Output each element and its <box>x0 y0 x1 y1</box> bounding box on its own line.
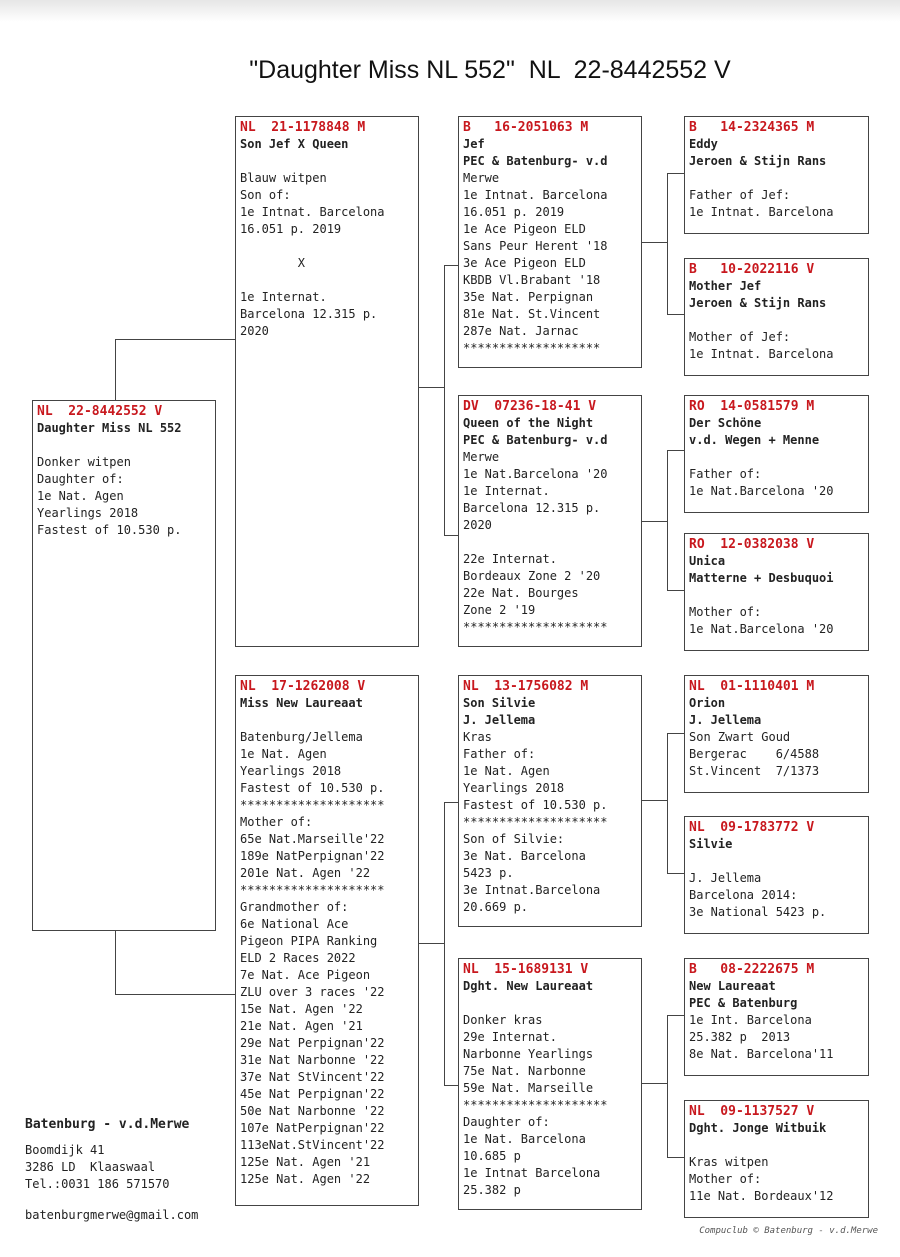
top-shade <box>0 0 900 22</box>
connector <box>667 733 668 873</box>
ring-number: NL 01-1110401 M <box>689 679 815 694</box>
pedigree-line: Merwe <box>463 171 500 185</box>
ring-number: NL 21-1178848 M <box>240 120 366 135</box>
pedigree-line: Mother of Jef: <box>689 330 791 344</box>
connector <box>444 265 458 266</box>
pedigree-line: 81e Nat. St.Vincent <box>463 307 601 321</box>
pedigree-line: 8e Nat. Barcelona'11 <box>689 1047 834 1061</box>
pedigree-line <box>689 449 864 466</box>
pedigree-line: Barcelona 2014: <box>689 888 798 902</box>
pedigree-line: Merwe <box>463 450 500 464</box>
pedigree-line: 1e Intnat. Barcelona <box>240 205 385 219</box>
pedigree-line: Fastest of 10.530 p. <box>37 523 182 537</box>
pedigree-line: X <box>240 256 306 270</box>
connector <box>418 387 444 388</box>
connector <box>115 339 116 402</box>
connector <box>667 1015 668 1157</box>
pedigree-line: Sans Peur Herent '18 <box>463 239 608 253</box>
pedigree-line: ******************* <box>463 341 601 355</box>
pedigree-line: 189e NatPerpignan'22 <box>240 849 385 863</box>
ring-number: B 10-2022116 V <box>689 262 815 277</box>
pedigree-line: Donker witpen <box>37 455 131 469</box>
connector <box>444 535 458 536</box>
pigeon-name: Eddy <box>689 137 718 151</box>
pedigree-line: 1e Intnat. Barcelona <box>463 188 608 202</box>
connector <box>641 521 667 522</box>
ring-number: B 08-2222675 M <box>689 962 815 977</box>
pedigree-line <box>689 312 864 329</box>
pedigree-line: 10.685 p <box>463 1149 521 1163</box>
connector <box>667 590 684 591</box>
pedigree-line: Father of: <box>689 467 762 481</box>
pedigree-line: Yearlings 2018 <box>37 506 139 520</box>
pedigree-line <box>463 534 637 551</box>
pigeon-card-mmf <box>684 958 869 1076</box>
pedigree-line <box>240 238 414 255</box>
pedigree-line: ******************** <box>240 798 385 812</box>
pedigree-line <box>240 712 414 729</box>
pedigree-line: Son Zwart Goud <box>689 730 791 744</box>
pigeon-name: Daughter Miss NL 552 <box>37 421 182 435</box>
footer-credit: Compuclub © Batenburg - v.d.Merwe <box>699 1226 878 1236</box>
pedigree-line: 2020 <box>463 518 492 532</box>
pigeon-name: Queen of the Night <box>463 416 594 430</box>
pigeon-name: Son Silvie <box>463 696 536 710</box>
pigeon-name: Son Jef X Queen <box>240 137 349 151</box>
connector <box>444 802 445 1085</box>
pigeon-card-fmf <box>684 395 869 513</box>
breeder-name-line: PEC & Batenburg- v.d <box>463 154 608 168</box>
pedigree-line: Father of Jef: <box>689 188 791 202</box>
pigeon-card-father <box>235 116 419 647</box>
pedigree-line: Mother of: <box>240 815 313 829</box>
ring-number: NL 09-1137527 V <box>689 1104 815 1119</box>
pedigree-line: Fastest of 10.530 p. <box>240 781 385 795</box>
pigeon-card-mmm <box>684 1100 869 1218</box>
breeder-name-line: J. Jellema <box>463 713 536 727</box>
pedigree-line: Barcelona 12.315 p. <box>240 307 378 321</box>
pedigree-line: J. Jellema <box>689 871 762 885</box>
pedigree-line: 29e Nat Perpignan'22 <box>240 1036 385 1050</box>
pedigree-line: 1e Nat. Barcelona <box>463 1132 586 1146</box>
connector <box>444 265 445 535</box>
pedigree-line: 107e NatPerpignan'22 <box>240 1121 385 1135</box>
pedigree-line: 65e Nat.Marseille'22 <box>240 832 385 846</box>
pedigree-line: Bergerac 6/4588 <box>689 747 820 761</box>
pedigree-line: St.Vincent 7/1373 <box>689 764 820 778</box>
ring-number: NL 09-1783772 V <box>689 820 815 835</box>
pedigree-line: Son of: <box>240 188 291 202</box>
connector <box>641 1083 667 1084</box>
connector <box>667 733 684 734</box>
pedigree-line: 1e Intnat. Barcelona <box>689 347 834 361</box>
connector <box>667 173 684 174</box>
pedigree-line: 6e National Ace <box>240 917 349 931</box>
pigeon-name: Dght. Jonge Witbuik <box>689 1121 827 1135</box>
pedigree-line: Pigeon PIPA Ranking <box>240 934 378 948</box>
pedigree-line: Bordeaux Zone 2 '20 <box>463 569 601 583</box>
ring-number: B 14-2324365 M <box>689 120 815 135</box>
pedigree-line: ZLU over 3 races '22 <box>240 985 385 999</box>
pigeon-name: Mother Jef <box>689 279 762 293</box>
pedigree-line: 35e Nat. Perpignan <box>463 290 594 304</box>
pedigree-line: 25.382 p <box>463 1183 521 1197</box>
pedigree-line: Zone 2 '19 <box>463 603 536 617</box>
pigeon-card-subject <box>32 400 216 931</box>
pedigree-line: 16.051 p. 2019 <box>463 205 565 219</box>
connector <box>115 994 235 995</box>
breeder-phone: Tel.:0031 186 571570 <box>25 1177 170 1191</box>
connector <box>667 314 684 315</box>
pigeon-name: Jef <box>463 137 485 151</box>
pedigree-line: ******************** <box>463 815 608 829</box>
pedigree-line: 22e Nat. Bourges <box>463 586 579 600</box>
pigeon-name: Dght. New Laureaat <box>463 979 594 993</box>
breeder-name-line: Jeroen & Stijn Rans <box>689 296 827 310</box>
pedigree-line: Kras <box>463 730 492 744</box>
pedigree-line: Daughter of: <box>463 1115 550 1129</box>
pedigree-line: 287e Nat. Jarnac <box>463 324 579 338</box>
pigeon-name: Orion <box>689 696 726 710</box>
pedigree-line <box>689 853 864 870</box>
pedigree-line: 125e Nat. Agen '21 <box>240 1155 371 1169</box>
pigeon-card-sire-of-dam <box>458 675 642 927</box>
pedigree-line: 50e Nat Narbonne '22 <box>240 1104 385 1118</box>
pedigree-line: Blauw witpen <box>240 171 327 185</box>
pedigree-line: 1e Nat. Agen <box>463 764 550 778</box>
pedigree-line: Yearlings 2018 <box>463 781 565 795</box>
connector <box>444 802 458 803</box>
connector <box>641 242 667 243</box>
connector <box>667 873 684 874</box>
ring-number: RO 14-0581579 M <box>689 399 815 414</box>
pedigree-line <box>463 995 637 1012</box>
breeder-name-line: J. Jellema <box>689 713 762 727</box>
connector <box>667 450 684 451</box>
pigeon-card-ffm <box>684 258 869 376</box>
pigeon-name: Unica <box>689 554 726 568</box>
pedigree-line: 1e Nat. Agen <box>37 489 124 503</box>
pedigree-line: 1e Nat.Barcelona '20 <box>689 484 834 498</box>
connector <box>444 1085 458 1086</box>
breeder-address-line: Boomdijk 41 <box>25 1143 105 1157</box>
pedigree-line <box>37 437 211 454</box>
pigeon-card-sire-of-sire <box>458 116 642 368</box>
pedigree-line: 29e Internat. <box>463 1030 557 1044</box>
pedigree-line: Narbonne Yearlings <box>463 1047 594 1061</box>
ring-number: NL 17-1262008 V <box>240 679 366 694</box>
pedigree-line: ******************** <box>240 883 385 897</box>
pedigree-line: Yearlings 2018 <box>240 764 342 778</box>
pedigree-line: Fastest of 10.530 p. <box>463 798 608 812</box>
pedigree-line: 1e Nat. Agen <box>240 747 327 761</box>
pedigree-line <box>240 153 414 170</box>
pigeon-name: Silvie <box>689 837 733 851</box>
pedigree-line: 1e Internat. <box>240 290 327 304</box>
pedigree-line: 1e Internat. <box>463 484 550 498</box>
pedigree-line: 3e Ace Pigeon ELD <box>463 256 586 270</box>
pedigree-line: 75e Nat. Narbonne <box>463 1064 586 1078</box>
ring-number: RO 12-0382038 V <box>689 537 815 552</box>
pedigree-line: 2020 <box>240 324 269 338</box>
pedigree-line: 59e Nat. Marseille <box>463 1081 594 1095</box>
pedigree-line: KBDB Vl.Brabant '18 <box>463 273 601 287</box>
pedigree-line: ******************** <box>463 620 608 634</box>
pedigree-line: Son of Silvie: <box>463 832 565 846</box>
ring-number: NL 22-8442552 V <box>37 404 163 419</box>
pedigree-line: ELD 2 Races 2022 <box>240 951 356 965</box>
pigeon-card-fmm <box>684 533 869 651</box>
pedigree-line: 125e Nat. Agen '22 <box>240 1172 371 1186</box>
pedigree-line: Kras witpen <box>689 1155 769 1169</box>
pedigree-line: Father of: <box>463 747 536 761</box>
breeder-name-line: PEC & Batenburg <box>689 996 798 1010</box>
pedigree-line: 16.051 p. 2019 <box>240 222 342 236</box>
pedigree-line: 31e Nat Narbonne '22 <box>240 1053 385 1067</box>
pigeon-card-fff <box>684 116 869 234</box>
pedigree-line: Grandmother of: <box>240 900 349 914</box>
connector <box>667 1015 684 1016</box>
breeder-address-line: 3286 LD Klaaswaal <box>25 1160 156 1174</box>
pedigree-line: 1e Ace Pigeon ELD <box>463 222 586 236</box>
pedigree-line: 37e Nat StVincent'22 <box>240 1070 385 1084</box>
connector <box>641 800 667 801</box>
ring-number: DV 07236-18-41 V <box>463 399 597 414</box>
pedigree-line: 3e Intnat.Barcelona <box>463 883 601 897</box>
pedigree-line: Daughter of: <box>37 472 124 486</box>
breeder-name-line: Jeroen & Stijn Rans <box>689 154 827 168</box>
pedigree-line: 3e National 5423 p. <box>689 905 827 919</box>
pedigree-line: 113eNat.StVincent'22 <box>240 1138 385 1152</box>
pedigree-line: 45e Nat Perpignan'22 <box>240 1087 385 1101</box>
pigeon-card-mff <box>684 675 869 793</box>
pigeon-name: Miss New Laureaat <box>240 696 363 710</box>
ring-number: NL 13-1756082 M <box>463 679 589 694</box>
page-title: "Daughter Miss NL 552" NL 22-8442552 V <box>249 56 731 84</box>
pedigree-line: 22e Internat. <box>463 552 557 566</box>
pedigree-line: 3e Nat. Barcelona <box>463 849 586 863</box>
breeder-info <box>25 1116 189 1193</box>
breeder-name: Batenburg - v.d.Merwe <box>25 1117 190 1132</box>
pedigree-line: Barcelona 12.315 p. <box>463 501 601 515</box>
connector <box>418 943 444 944</box>
pedigree-line: Batenburg/Jellema <box>240 730 363 744</box>
pedigree-line <box>689 587 864 604</box>
pedigree-line: 1e Nat.Barcelona '20 <box>463 467 608 481</box>
pedigree-line: 1e Intnat. Barcelona <box>689 205 834 219</box>
pedigree-line <box>689 1137 864 1154</box>
pigeon-card-mfm <box>684 816 869 934</box>
pedigree-line: 1e Intnat Barcelona <box>463 1166 601 1180</box>
connector <box>667 173 668 314</box>
ring-number: NL 15-1689131 V <box>463 962 589 977</box>
connector <box>667 1157 684 1158</box>
pedigree-line: 201e Nat. Agen '22 <box>240 866 371 880</box>
pedigree-line: 20.669 p. <box>463 900 529 914</box>
pedigree-line: Donker kras <box>463 1013 543 1027</box>
pigeon-card-mother <box>235 675 419 1206</box>
breeder-name-line: PEC & Batenburg- v.d <box>463 433 608 447</box>
breeder-name-line: Matterne + Desbuquoi <box>689 571 834 585</box>
pedigree-line <box>689 170 864 187</box>
connector <box>115 339 235 340</box>
pedigree-line: 21e Nat. Agen '21 <box>240 1019 363 1033</box>
pedigree-line <box>240 272 414 289</box>
pedigree-line: Mother of: <box>689 1172 762 1186</box>
pedigree-line: 25.382 p 2013 <box>689 1030 791 1044</box>
pedigree-line: 15e Nat. Agen '22 <box>240 1002 363 1016</box>
pedigree-line: 5423 p. <box>463 866 514 880</box>
pedigree-line: ******************** <box>463 1098 608 1112</box>
breeder-name-line: v.d. Wegen + Menne <box>689 433 820 447</box>
pedigree-line: 11e Nat. Bordeaux'12 <box>689 1189 834 1203</box>
pedigree-line: Mother of: <box>689 605 762 619</box>
pedigree-line: 7e Nat. Ace Pigeon <box>240 968 371 982</box>
pigeon-name: New Laureaat <box>689 979 776 993</box>
pigeon-card-dam-of-dam <box>458 958 642 1210</box>
connector <box>115 931 116 994</box>
pigeon-name: Der Schöne <box>689 416 762 430</box>
pigeon-card-dam-of-sire <box>458 395 642 647</box>
ring-number: B 16-2051063 M <box>463 120 589 135</box>
pedigree-line: 1e Nat.Barcelona '20 <box>689 622 834 636</box>
connector <box>667 450 668 590</box>
breeder-email[interactable]: batenburgmerwe@gmail.com <box>25 1208 199 1222</box>
pedigree-line: 1e Int. Barcelona <box>689 1013 812 1027</box>
